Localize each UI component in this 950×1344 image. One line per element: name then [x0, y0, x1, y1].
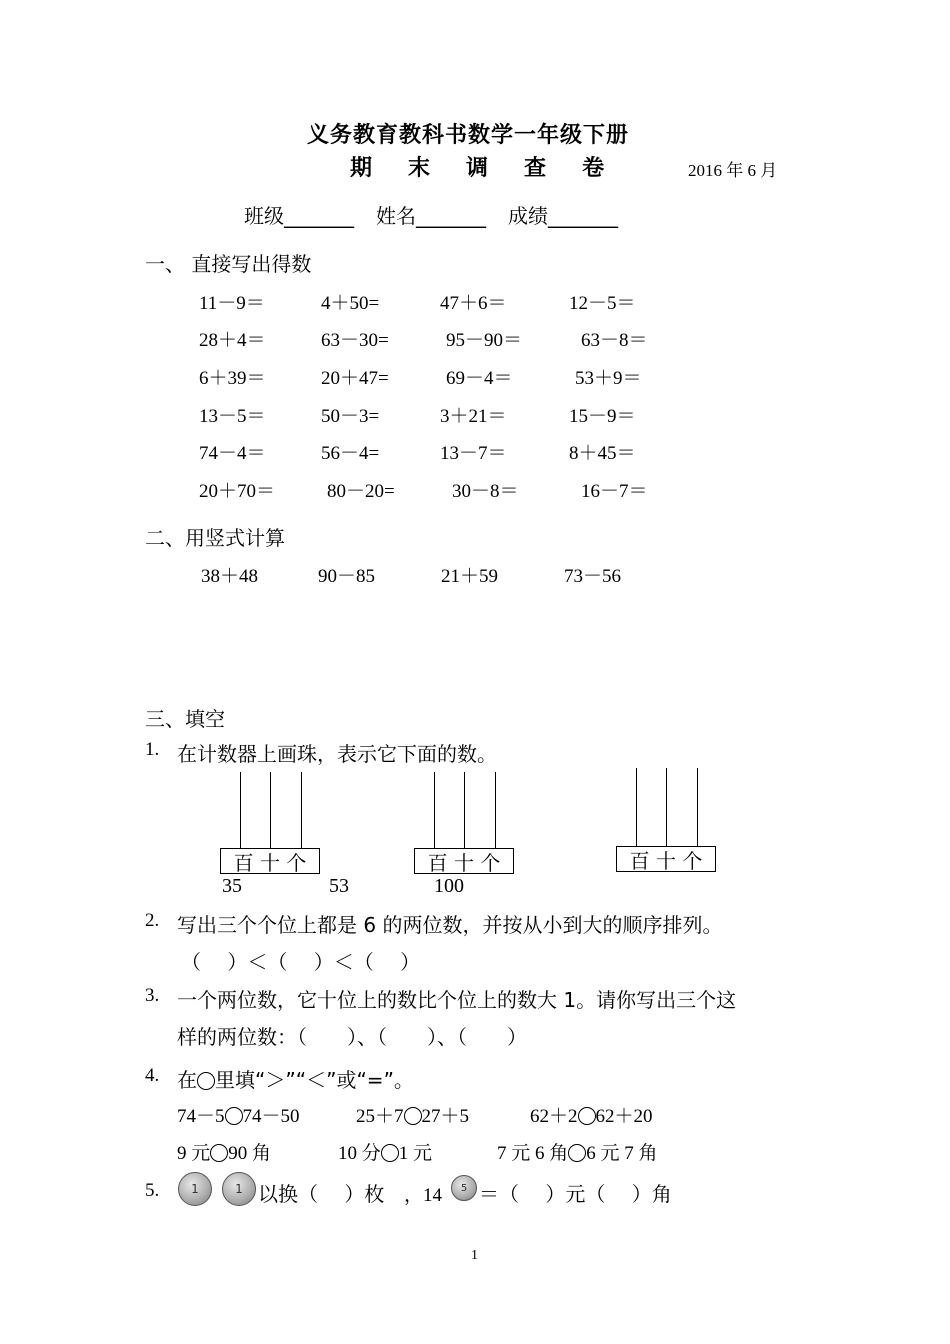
compare-right: 1 元 [398, 1143, 433, 1164]
compare-left: 25＋7 [356, 1106, 404, 1127]
subtitle-char: 查 [524, 155, 547, 180]
subtitle-char: 卷 [582, 155, 605, 180]
question-text: ＝（ ）元（ ）角 [479, 1182, 672, 1206]
compare-right: 74－50 [242, 1106, 300, 1127]
name-field[interactable]: 姓名_______ [376, 204, 486, 228]
compare-item[interactable] [177, 1101, 300, 1128]
compare-item[interactable] [177, 1138, 271, 1165]
subtitle-char: 末 [408, 155, 431, 180]
problem: 28＋4＝ [199, 330, 266, 351]
compare-item[interactable] [530, 1101, 653, 1128]
question-text: ，14 [404, 1185, 443, 1206]
abacus-rod [240, 772, 241, 848]
problem: 20＋70＝ [199, 481, 276, 502]
problem: 50－3= [321, 406, 380, 427]
question-number: 1. [145, 739, 160, 760]
circle-icon[interactable] [225, 1107, 243, 1125]
answer-blanks[interactable]: （ ）＜（ ）＜（ ） [181, 950, 421, 974]
compare-left: 7 元 6 角 [497, 1143, 569, 1164]
exam-date: 2016 年 6 月 [688, 161, 778, 180]
problem: 13－5＝ [199, 406, 266, 427]
abacus-rod [666, 768, 667, 846]
problem: 3＋21＝ [440, 406, 507, 427]
vertical-calc-item: 90－85 [318, 566, 376, 587]
problem: 8＋45＝ [569, 443, 636, 464]
problem: 20＋47= [321, 368, 389, 389]
compare-right: 6 元 7 角 [586, 1143, 658, 1164]
question-number: 2. [145, 910, 160, 931]
document-title: 义务教育教科书数学一年级下册 [307, 122, 630, 147]
problem: 16－7＝ [581, 481, 648, 502]
problem: 47＋6＝ [440, 293, 507, 314]
question-text: 一个两位数，它十位上的数比个位上的数大 1。请你写出三个这 [177, 988, 737, 1012]
abacus-base: 百 十 个 [220, 848, 320, 874]
abacus[interactable] [616, 768, 716, 872]
vertical-calc-item: 21＋59 [441, 566, 499, 587]
problem: 63－30= [321, 330, 389, 351]
abacus-rod [434, 772, 435, 848]
compare-item[interactable] [497, 1138, 658, 1165]
compare-right: 90 角 [228, 1143, 272, 1164]
circle-icon[interactable] [404, 1107, 422, 1125]
problem: 6＋39＝ [199, 368, 266, 389]
section3-title: 三、填空 [145, 707, 225, 731]
vertical-calc-item: 38＋48 [201, 566, 259, 587]
compare-item[interactable] [338, 1138, 432, 1165]
problem: 15－9＝ [569, 406, 636, 427]
problem: 53＋9＝ [575, 368, 642, 389]
one-yuan-coin-icon: 1 [178, 1172, 212, 1206]
question-text-part: 里填“＞”“＜”或“=”。 [215, 1068, 414, 1092]
abacus-rod [301, 772, 302, 848]
circle-icon[interactable] [578, 1107, 596, 1125]
abacus-base: 百 十 个 [616, 846, 716, 872]
problem: 13－7＝ [440, 443, 507, 464]
problem: 30－8＝ [452, 481, 519, 502]
abacus-rod [464, 772, 465, 848]
abacus-value: 53 [329, 875, 349, 897]
section2-title: 二、用竖式计算 [145, 526, 285, 550]
problem: 74－4＝ [199, 443, 266, 464]
section1-title: 一、 直接写出得数 [145, 252, 312, 276]
abacus[interactable] [220, 772, 320, 876]
question-number: 4. [145, 1065, 160, 1086]
class-field[interactable]: 班级_______ [244, 204, 354, 228]
abacus-rod [636, 768, 637, 846]
problem: 80－20= [327, 481, 395, 502]
subtitle-char: 调 [466, 155, 489, 180]
question-number: 3. [145, 985, 160, 1006]
compare-left: 62＋2 [530, 1106, 578, 1127]
document-subtitle [350, 151, 640, 182]
compare-right: 62＋20 [595, 1106, 653, 1127]
abacus-rod [495, 772, 496, 848]
score-field[interactable]: 成绩_______ [508, 204, 618, 228]
compare-left: 9 元 [177, 1143, 211, 1164]
question-text: 以换（ ）枚 [258, 1182, 385, 1206]
question-text: 在计数器上画珠，表示它下面的数。 [177, 742, 497, 766]
problem: 56－4= [321, 443, 380, 464]
subtitle-char: 期 [350, 155, 373, 180]
abacus-rod [697, 768, 698, 846]
one-yuan-coin-icon: 1 [222, 1172, 256, 1206]
abacus[interactable] [414, 772, 514, 876]
circle-icon[interactable] [210, 1144, 228, 1162]
circle-icon[interactable] [381, 1144, 399, 1162]
abacus-base: 百 十 个 [414, 848, 514, 874]
problem: 69－4＝ [446, 368, 513, 389]
problem: 4＋50= [321, 293, 380, 314]
problem: 11－9＝ [199, 293, 265, 314]
question-text [177, 1064, 414, 1093]
question-text: 写出三个个位上都是 6 的两位数，并按从小到大的顺序排列。 [177, 913, 723, 937]
question-text[interactable]: 样的两位数：（ ）、（ ）、（ ） [177, 1025, 527, 1049]
page-number: 1 [471, 1248, 478, 1263]
compare-left: 10 分 [338, 1143, 381, 1164]
problem: 95－90＝ [446, 330, 523, 351]
abacus-value: 100 [434, 875, 464, 897]
abacus-value: 35 [222, 875, 242, 897]
compare-left: 74－5 [177, 1106, 225, 1127]
circle-icon [197, 1072, 215, 1090]
vertical-calc-item: 73－56 [564, 566, 622, 587]
abacus-rod [270, 772, 271, 848]
circle-icon[interactable] [568, 1144, 586, 1162]
five-jiao-coin-icon: 5 [451, 1175, 477, 1201]
question-text-part: 在 [177, 1068, 197, 1092]
problem: 12－5＝ [569, 293, 636, 314]
compare-right: 27＋5 [421, 1106, 470, 1127]
compare-item[interactable] [356, 1101, 469, 1128]
question-number: 5. [145, 1180, 160, 1201]
problem: 63－8＝ [581, 330, 648, 351]
